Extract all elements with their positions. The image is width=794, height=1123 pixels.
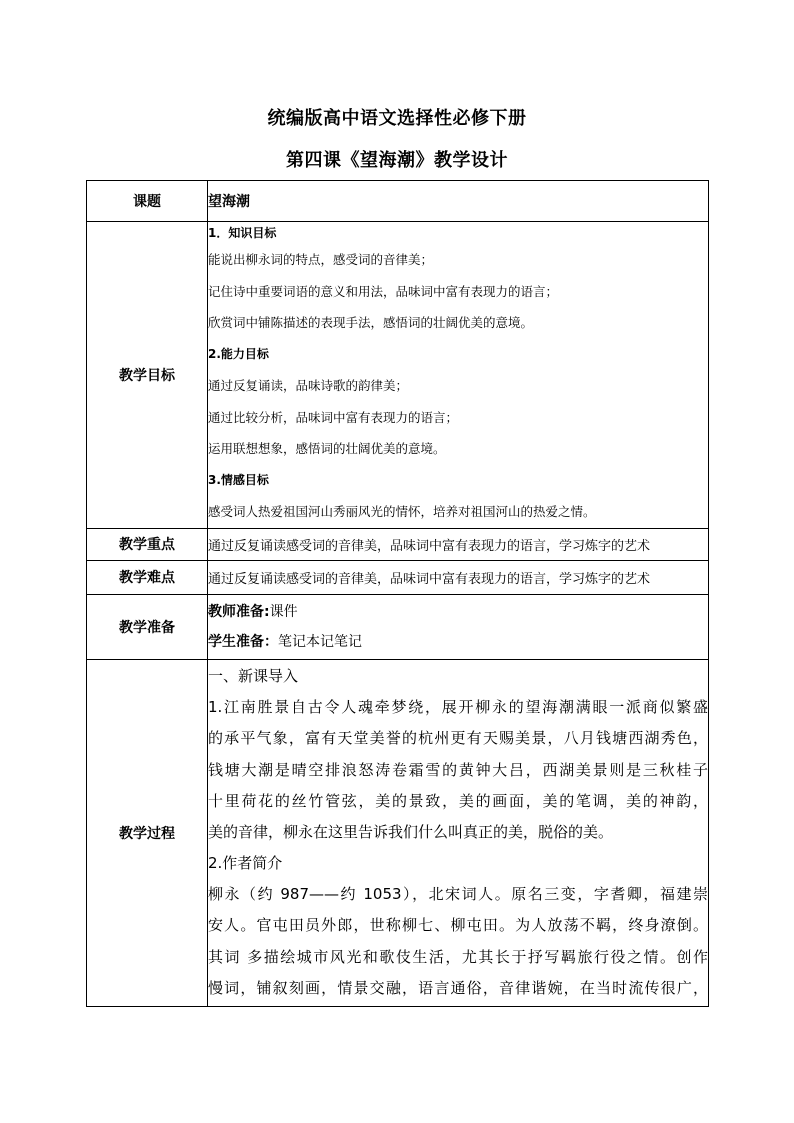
goal-item: 运用联想想象，感悟词的壮阔优美的意境。: [208, 441, 446, 456]
goal-item: 通过反复诵读，品味诗歌的韵律美；: [208, 378, 409, 393]
document-title: 统编版高中语文选择性必修下册: [267, 108, 527, 129]
goal-heading-emotion: 3.情感目标: [208, 472, 269, 487]
row-label-key-points: 教学重点: [87, 528, 208, 560]
goal-item: 记住诗中重要词语的意义和用法，品味词中富有表现力的语言；: [208, 283, 559, 299]
table-row-preparation: [87, 594, 709, 659]
teacher-preparation-label: 教师准备:: [208, 603, 270, 620]
student-preparation-label: 学生准备：: [208, 633, 278, 650]
difficulties-value: 通过反复诵读感受词的音律美，品味词中富有表现力的语言，学习炼字的艺术: [208, 560, 709, 594]
row-label-topic: 课题: [87, 181, 208, 222]
row-label-process: 教学过程: [87, 659, 208, 1006]
document-subtitle: 第四课《望海潮》教学设计: [286, 150, 508, 171]
table-row-key-points: [87, 528, 709, 560]
table-row-topic: [87, 181, 709, 222]
topic-value: 望海潮: [208, 181, 709, 222]
table-row-process: [87, 659, 709, 1006]
goal-item: 能说出柳永词的特点，感受词的音律美；: [208, 252, 434, 267]
process-line: 的承平气象，富有天堂美誉的杭州更有天赐美景，八月钱塘西湖秀色，: [208, 729, 708, 748]
process-line: 1.江南胜景自古令人魂牵梦绕，展开柳永的望海潮满眼一派商似繁盛: [208, 698, 708, 717]
process-line: 安人。官屯田员外郎，世称柳七、柳屯田。为人放荡不羁，终身潦倒。: [208, 916, 708, 935]
process-line: 钱塘大潮是晴空排浪怒涛卷霜雪的黄钟大吕，西湖美景则是三秋桂子: [208, 760, 708, 779]
row-label-difficulties: 教学难点: [87, 560, 208, 594]
teacher-preparation: [208, 597, 708, 627]
table-row-goals: [87, 222, 709, 529]
process-line: 十里荷花的丝竹管弦，美的景致，美的画面，美的笔调，美的神韵，: [208, 791, 708, 810]
student-preparation: [208, 627, 708, 657]
row-label-preparation: 教学准备: [87, 594, 208, 659]
row-label-goals: 教学目标: [87, 222, 208, 529]
lesson-plan-table: [86, 180, 709, 1007]
goals-content: [208, 222, 709, 529]
goal-item: 感受词人热爱祖国河山秀丽风光的情怀，培养对祖国河山的热爱之情。: [208, 504, 596, 519]
goal-heading-ability: 2.能力目标: [208, 346, 269, 361]
process-content: [208, 659, 709, 1006]
key-points-value: 通过反复诵读感受词的音律美，品味词中富有表现力的语言，学习炼字的艺术: [208, 528, 709, 560]
student-preparation-value: 笔记本记笔记: [278, 633, 362, 650]
table-row-difficulties: [87, 560, 709, 594]
goal-item: 通过比较分析，品味词中富有表现力的语言；: [208, 409, 459, 425]
teacher-preparation-value: 课件: [269, 603, 298, 620]
goal-item: 欣赏词中铺陈描述的表现手法，感悟词的壮阔优美的意境。: [208, 315, 534, 330]
process-line: 其词 多描绘城市风光和歌伎生活，尤其长于抒写羁旅行役之情。创作: [208, 947, 708, 966]
process-line: 一、新课导入: [208, 666, 299, 685]
process-line: 慢词，铺叙刻画，情景交融，语言通俗，音律谐婉，在当时流传很广，: [208, 978, 708, 997]
preparation-content: [208, 594, 709, 659]
goal-heading-knowledge: 1．知识目标: [208, 226, 277, 240]
process-line: 柳永（约 987——约 1053），北宋词人。原名三变，字耆卿，福建崇: [208, 885, 708, 904]
process-line: 美的音律，柳永在这里告诉我们什么叫真正的美，脱俗的美。: [208, 822, 614, 841]
process-line: 2.作者简介: [208, 854, 283, 873]
